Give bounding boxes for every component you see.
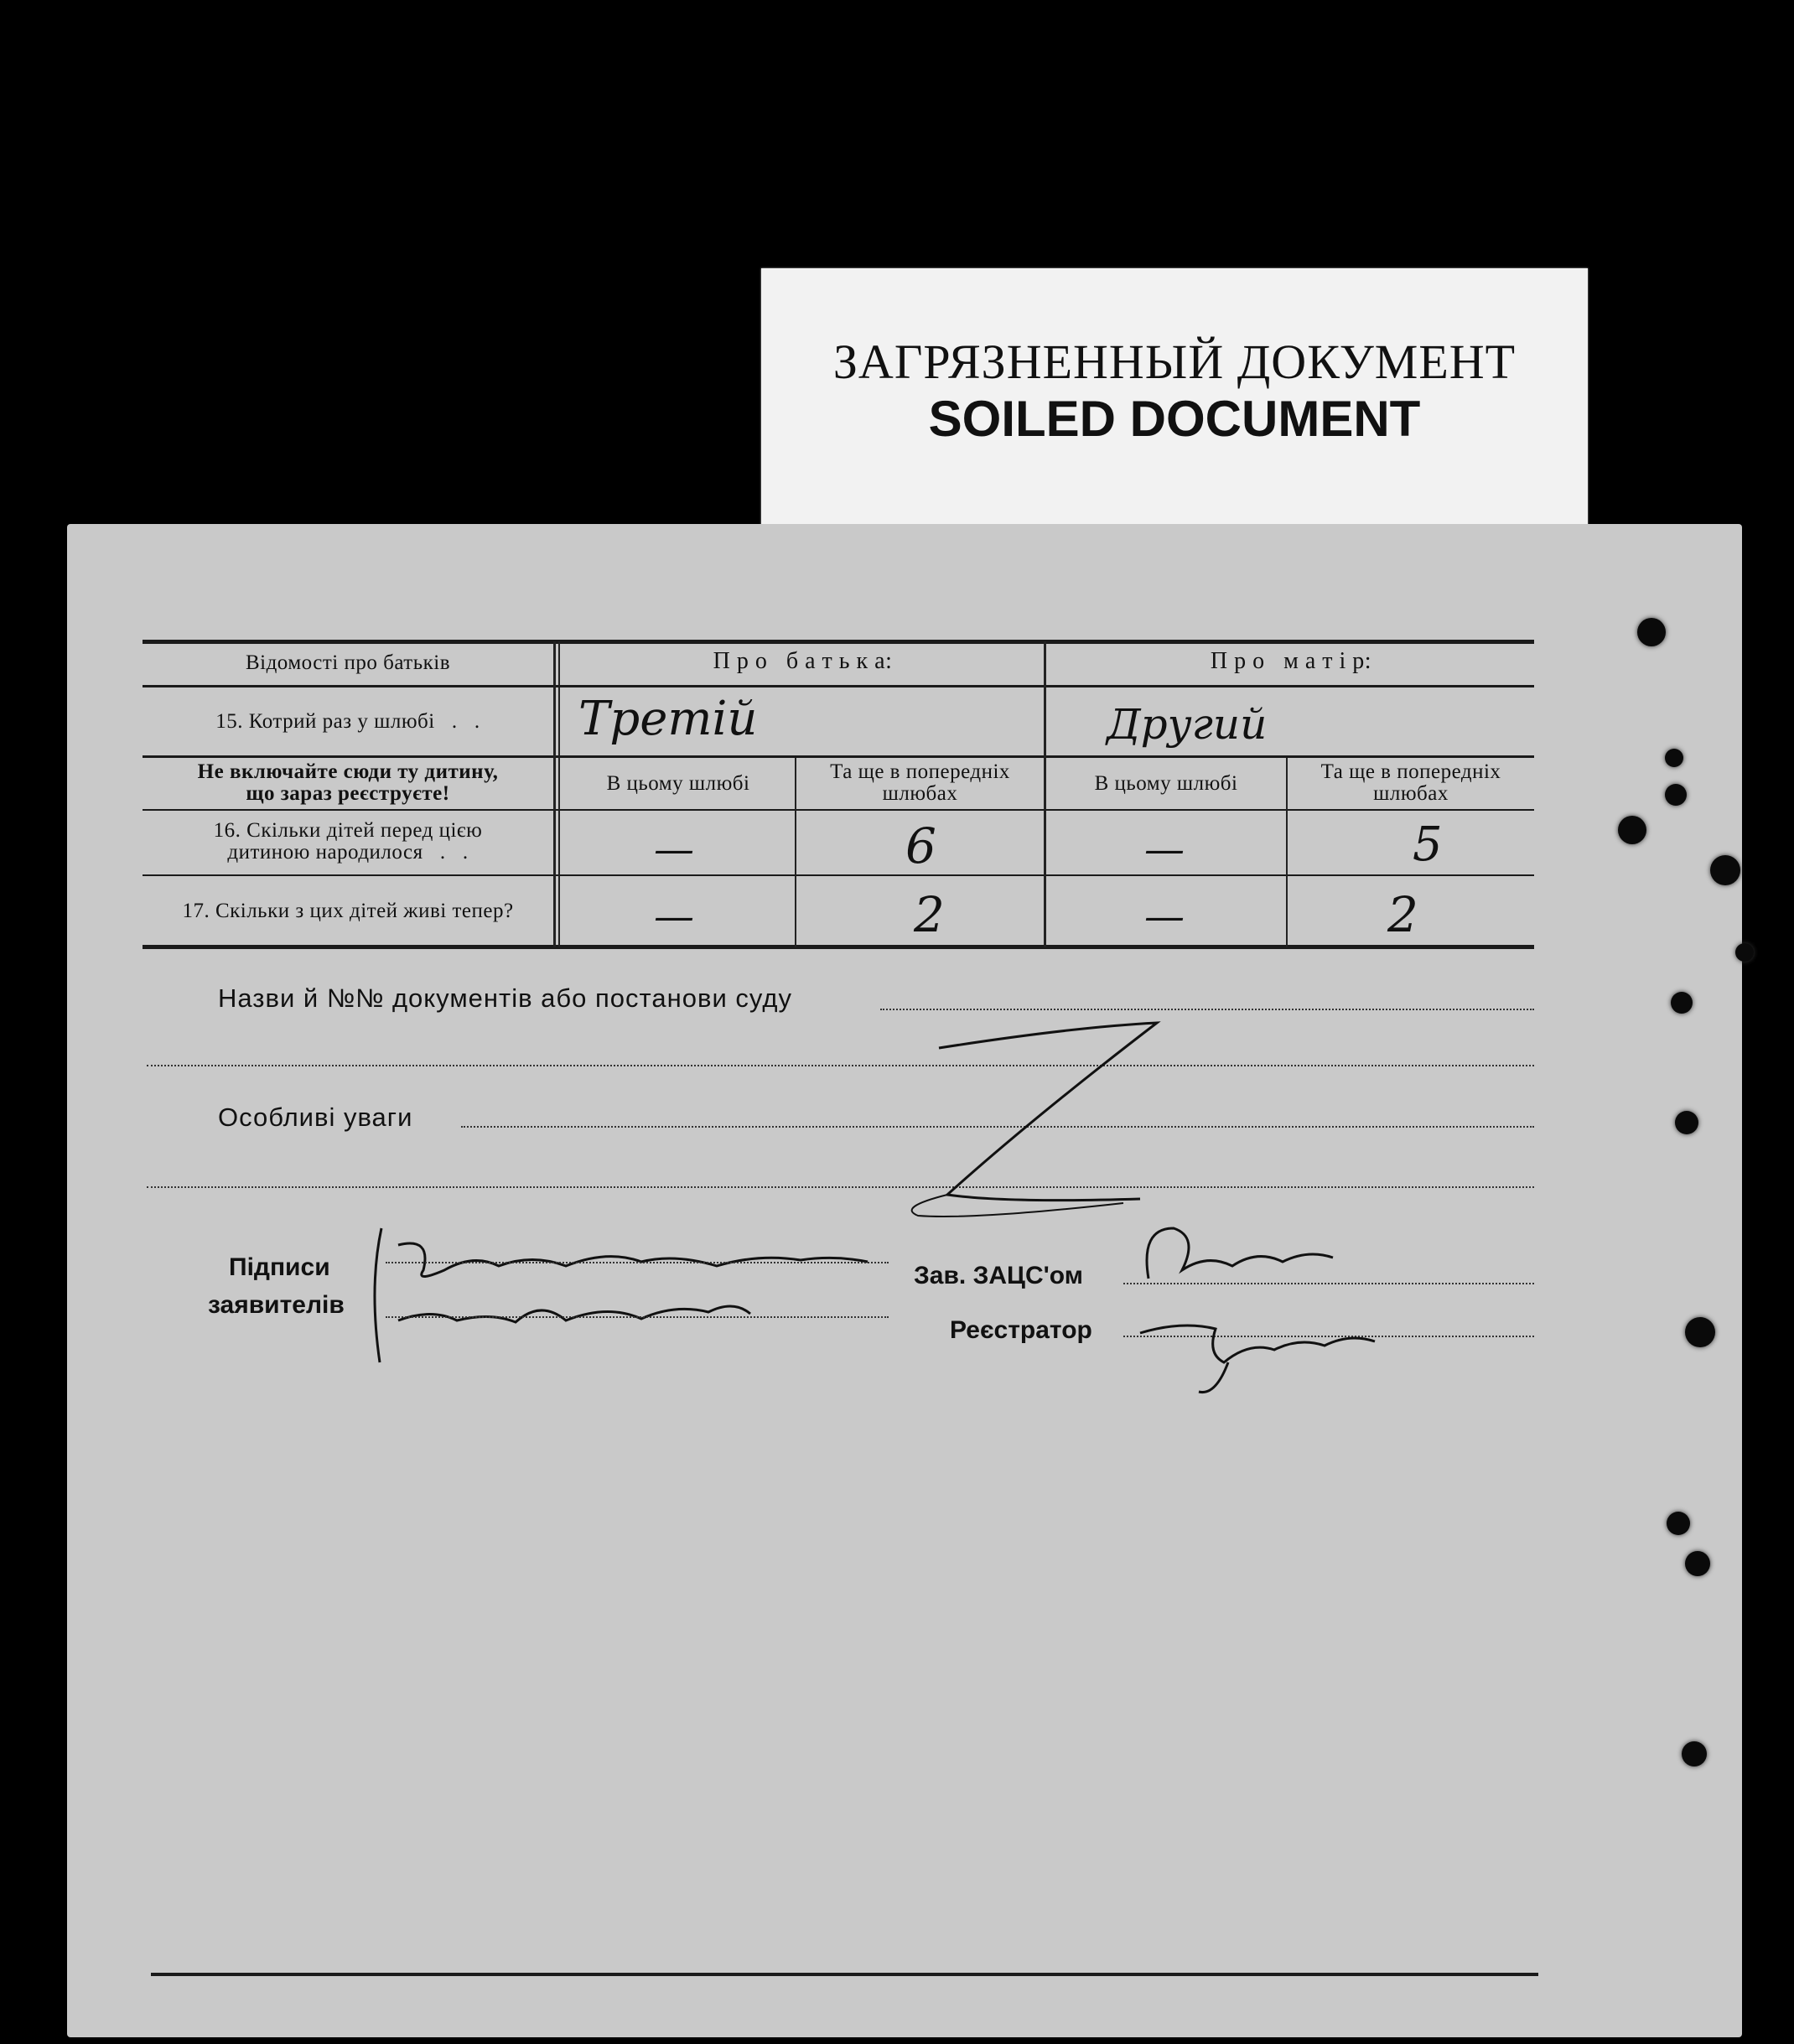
binder-hole-icon bbox=[1682, 1741, 1707, 1766]
binder-hole-icon bbox=[1667, 1512, 1690, 1535]
header-about-mother: П р о м а т і р: bbox=[1210, 648, 1372, 674]
official-signature-icon bbox=[1115, 1203, 1417, 1404]
binder-hole-icon bbox=[1710, 855, 1740, 885]
record-sheet bbox=[67, 524, 1742, 2037]
divider-main-2 bbox=[558, 641, 560, 947]
header-bottom-rule bbox=[143, 685, 1534, 687]
table-top-rule bbox=[143, 640, 1534, 644]
row17-mother-prev: 2 bbox=[1387, 886, 1418, 943]
binder-hole-icon bbox=[1675, 1111, 1698, 1134]
label-russian: ЗАГРЯЗНЕННЫЙ ДОКУМЕНТ bbox=[832, 335, 1517, 389]
special-notes-label: Особливі уваги bbox=[218, 1102, 413, 1132]
row15-bottom-rule bbox=[143, 755, 1534, 758]
row17-father-this: — bbox=[654, 893, 694, 940]
row17-father-prev: 2 bbox=[914, 886, 945, 943]
row15-label: 15. Котрий раз у шлюбі . . bbox=[215, 710, 480, 733]
divider-main bbox=[553, 641, 556, 947]
note-line2: що зараз реєструєте! bbox=[246, 782, 450, 805]
registrar-label: Реєстратор bbox=[950, 1316, 1092, 1344]
row16-mother-prev: 5 bbox=[1413, 817, 1443, 872]
sub-header-this-marriage-father: В цьому шлюбі bbox=[606, 772, 750, 795]
binder-hole-icon bbox=[1685, 1317, 1715, 1347]
row16-bottom-rule bbox=[143, 874, 1534, 876]
binder-hole-icon bbox=[1665, 784, 1687, 806]
binder-hole-icon bbox=[1665, 749, 1683, 767]
sheet-bottom-rule bbox=[151, 1973, 1538, 1976]
soiled-document-label bbox=[761, 268, 1588, 528]
label-english: SOILED DOCUMENT bbox=[928, 391, 1421, 447]
row17-mother-this: — bbox=[1144, 893, 1185, 940]
binder-hole-icon bbox=[1685, 1551, 1710, 1576]
signatures-label-1: Підписи bbox=[229, 1253, 330, 1281]
sub-header-previous-mother-2: шлюбах bbox=[1373, 782, 1449, 805]
row16-mother-this: — bbox=[1144, 826, 1185, 873]
header-about-father: П р о б а т ь к а: bbox=[713, 648, 893, 674]
binder-hole-icon bbox=[1637, 618, 1666, 646]
sub-header-previous-mother-1: Та ще в попередніх bbox=[1320, 760, 1501, 783]
applicant-signature-icon bbox=[365, 1220, 935, 1371]
sub-header-this-marriage-mother: В цьому шлюбі bbox=[1094, 772, 1238, 795]
row16-label-2: дитиною народилося . . bbox=[227, 841, 469, 864]
note-line1: Не включайте сюди ту дитину, bbox=[197, 760, 499, 783]
row15-father-value: Третій bbox=[578, 692, 758, 746]
header-parents-info: Відомості про батьків bbox=[245, 651, 451, 674]
applicant-signature-line-2 bbox=[386, 1316, 889, 1318]
registry-head-label: Зав. ЗАЦС'ом bbox=[914, 1262, 1083, 1289]
sub-header-previous-father-2: шлюбах bbox=[882, 782, 958, 805]
binder-hole-icon bbox=[1735, 943, 1754, 962]
binder-hole-icon bbox=[1618, 816, 1646, 844]
signatures-label-2: заявителів bbox=[208, 1291, 345, 1319]
binder-hole-icon bbox=[1671, 992, 1693, 1014]
row17-label: 17. Скільки з цих дітей живі тепер? bbox=[182, 900, 514, 922]
applicant-signature-line-1 bbox=[386, 1262, 889, 1263]
documents-label: Назви й №№ документів або постанови суду bbox=[218, 983, 792, 1013]
row16-father-this: — bbox=[654, 826, 694, 873]
sub-header-previous-father-1: Та ще в попередніх bbox=[830, 760, 1010, 783]
table-bottom-rule bbox=[143, 945, 1534, 949]
note-bottom-rule bbox=[143, 809, 1534, 811]
row15-mother-value: Другий bbox=[1107, 700, 1268, 749]
row16-label-1: 16. Скільки дітей перед цією bbox=[213, 819, 483, 842]
row16-father-prev: 6 bbox=[905, 817, 936, 874]
